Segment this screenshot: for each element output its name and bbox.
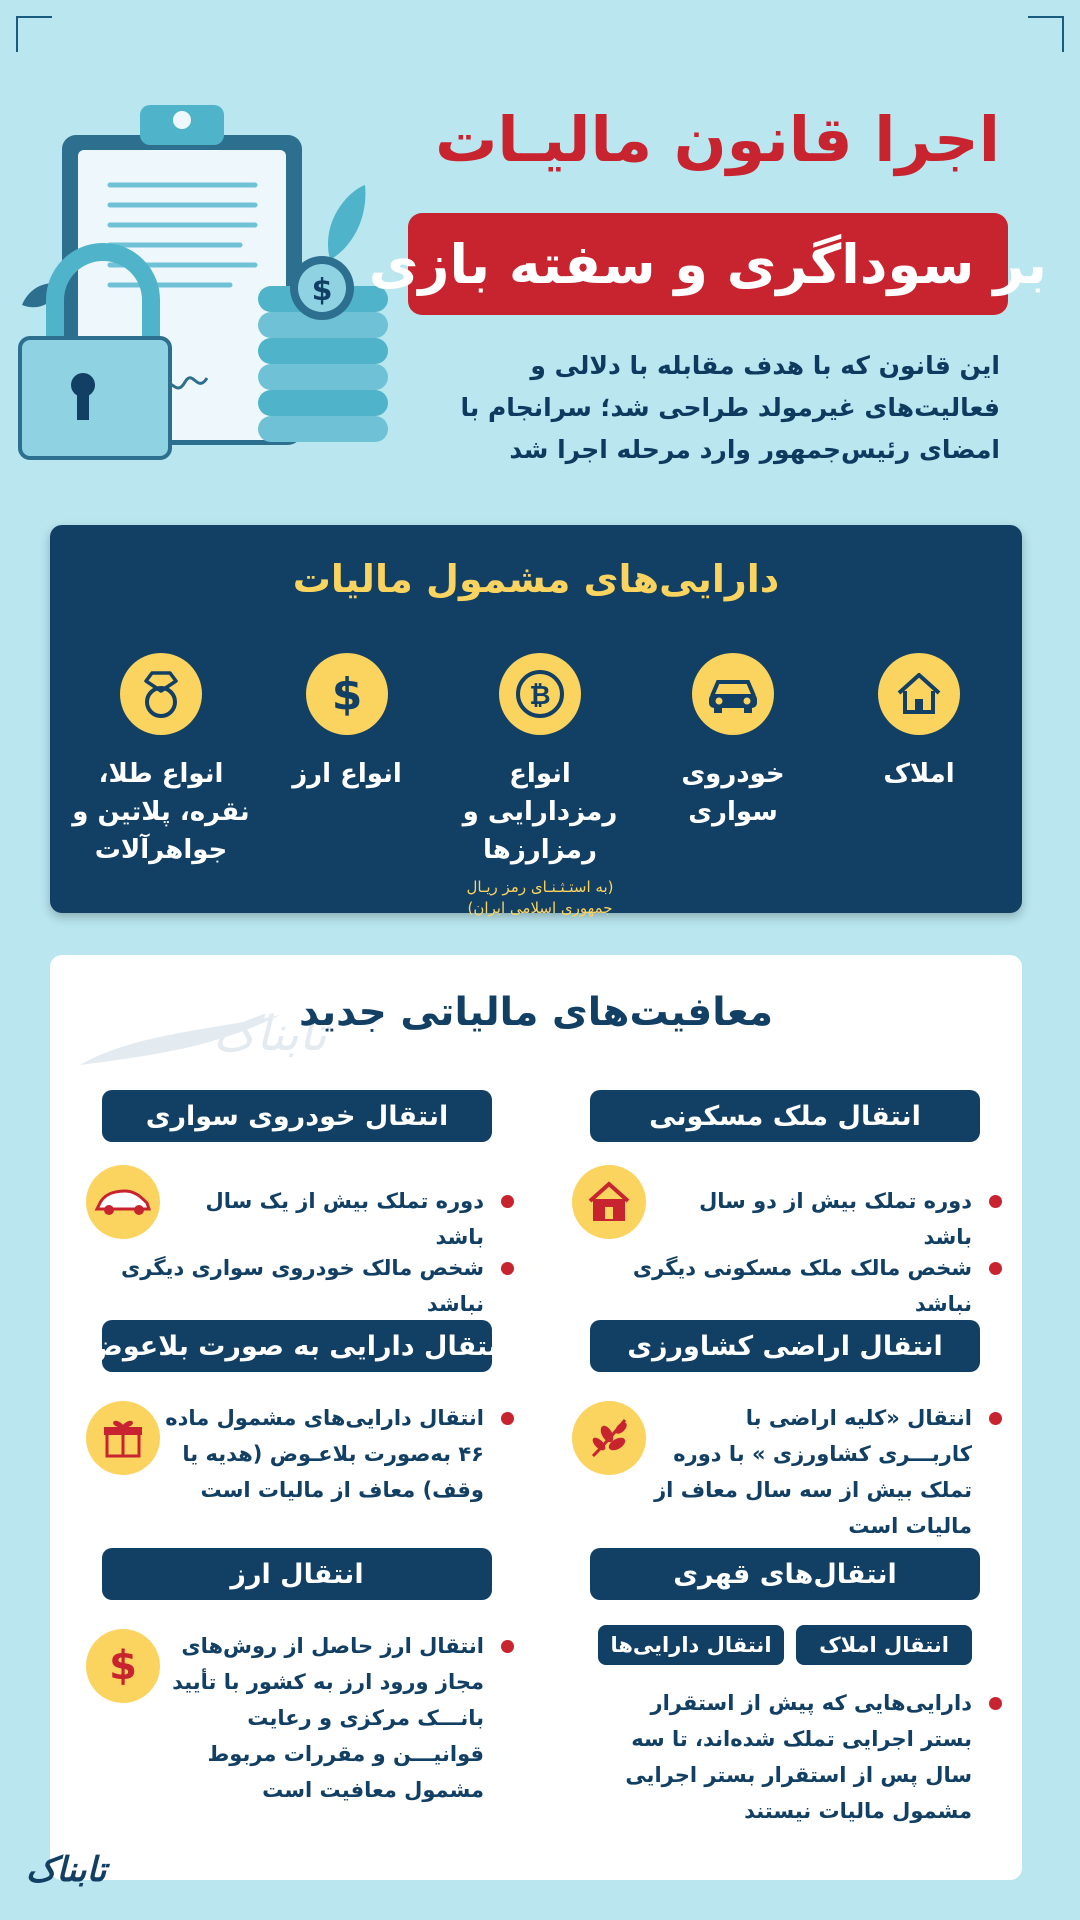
- exemptions-title: معافیت‌های مالیاتی جدید: [298, 990, 774, 1035]
- residential-bullet-1: دوره تملک بیش از دو سال باشد: [652, 1183, 1002, 1255]
- asset-label: انواع رمزدارایی و رمزارزها: [462, 759, 618, 865]
- branch-icon: [572, 1401, 646, 1475]
- asset-property: [826, 653, 1012, 793]
- asset-label: خودروی سواری: [681, 759, 785, 827]
- ring-icon: [120, 653, 202, 735]
- asset-gold: [68, 653, 254, 869]
- currency-text: انتقال ارز حاصل از روش‌های مجاز ورود ارز به کشور با تأیید بانـــک مرکزی و رعایت قوانیـــن و مقررات مربوط مشمول معافیت است: [164, 1628, 514, 1808]
- site-logo: تابناک: [26, 1850, 107, 1890]
- page-subtitle: بر سوداگری و سفته بازی: [368, 232, 1048, 296]
- clipboard-lock-coins-illustration: [0, 90, 420, 480]
- asset-crypto: [440, 653, 640, 919]
- corner-decoration-right: [1028, 16, 1064, 52]
- page-subtitle-box: [368, 213, 1048, 315]
- asset-label: انواع طلا، نقره، پلاتین و جواهرآلات: [72, 759, 250, 865]
- residential-bullet-2: شخص مالک ملک مسکونی دیگری نباشد: [572, 1250, 1002, 1322]
- car-icon: [86, 1165, 160, 1239]
- gift-transfer-heading: انتقال دارایی به صورت بلاعوض: [102, 1320, 492, 1372]
- svg-text:₿: ₿: [529, 681, 551, 711]
- gift-icon: [86, 1401, 160, 1475]
- car-transfer-heading: انتقال خودروی سواری: [102, 1090, 492, 1142]
- taxable-assets-title: دارایی‌های مشمول مالیات: [292, 557, 780, 601]
- dollar-icon: $: [306, 653, 388, 735]
- dollar-icon: $: [86, 1629, 160, 1703]
- agricultural-text: انتقال «کلیه اراضی با کاربـــری کشاورزی » با دوره تملک بیش از سه سال معاف از مالیات است: [652, 1400, 1002, 1544]
- car-bullet-1: دوره تملک بیش از یک سال باشد: [154, 1183, 514, 1255]
- house-icon: [572, 1165, 646, 1239]
- asset-currency: [254, 653, 440, 793]
- chip-property-transfer: انتقال املاک: [796, 1625, 972, 1665]
- intro-text: این قانون که با هدف مقابله با دلالی و فعالیت‌های غیرمولد طراحی شد؛ سرانجام با امضای رئیس‌جمهور وارد مرحله اجرا شد: [460, 351, 1000, 464]
- gift-text: انتقال دارایی‌های مشمول ماده ۴۶ به‌صورت بلاعـوض (هدیه یا وقف) معاف از مالیات است: [164, 1400, 514, 1508]
- taxable-assets-panel: [50, 525, 1022, 917]
- bitcoin-icon: [499, 653, 581, 735]
- asset-car: [640, 653, 826, 831]
- asset-label: انواع ارز: [292, 759, 402, 789]
- forced-transfers-heading: انتقال‌های قهری: [590, 1548, 980, 1600]
- corner-decoration-left: [16, 16, 52, 52]
- forced-transfers-text: دارایی‌هایی که پیش از استقرار بستر اجرایی تملک شده‌اند، تا سه سال پس از استقرار بستر اجرایی مشمول مالیات نیستند: [597, 1685, 1002, 1829]
- residential-transfer-heading: انتقال ملک مسکونی: [590, 1090, 980, 1142]
- asset-label: املاک: [883, 759, 955, 789]
- house-icon: [878, 653, 960, 735]
- watermark-text: تابناک: [213, 1006, 327, 1062]
- chip-asset-transfer: انتقال دارایی‌ها: [598, 1625, 784, 1665]
- asset-note: (به استـثـنـای رمز ریـال جمهوری اسلامی ایران): [466, 878, 614, 917]
- car-bullet-2: شخص مالک خودروی سواری دیگری نباشد: [64, 1250, 514, 1322]
- svg-text:$: $: [311, 273, 333, 308]
- page-title: اجرا قانون مالیـات: [435, 103, 1000, 176]
- car-icon: [692, 653, 774, 735]
- currency-transfer-heading: انتقال ارز: [102, 1548, 492, 1600]
- exemptions-panel: [50, 955, 1022, 1880]
- agricultural-transfer-heading: انتقال اراضی کشاورزی: [590, 1320, 980, 1372]
